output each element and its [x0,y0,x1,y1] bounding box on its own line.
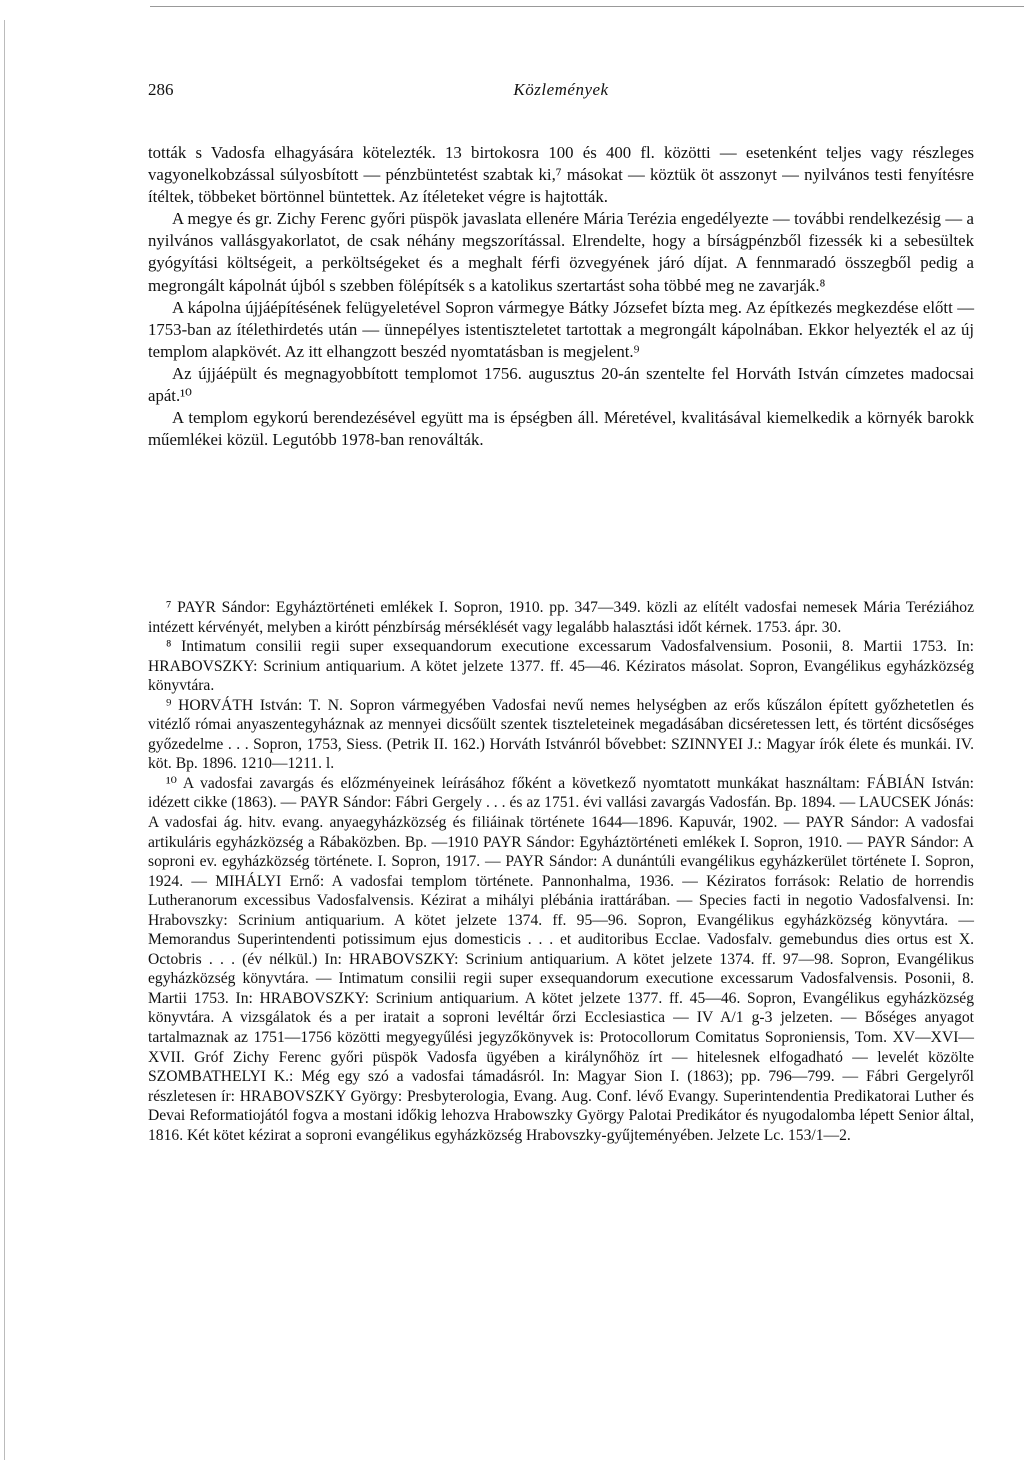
paragraph-2: A megye és gr. Zichy Ferenc győri püspök javaslata ellenére Mária Terézia engedélyezte — további rendelkezésig — a nyilvános vallásgyakorlatot, de csak néhány megszorítással. Elrendelte, hogy a bírságpénzből fizessék ki a sebesültek gyógyítási költségeit, a perköltségeket és a meghalt férfi özvegyének járó díjat. A fennmaradó összegből pedig a megrongált kápolnát újból s szebben fölépítsék s a katolikus szertartást soha többé meg ne zavarják.⁸ [148,209,974,295]
running-title: Közlemények [513,80,609,99]
footnote-9: ⁹ HORVÁTH István: T. N. Sopron vármegyében Vadosfai nevű nemes helységben az erős kűszálon épített győzhetetlen és vitézlő római anyaszentegyháznak az mennyei dicsőült szentek tiszteleteinek megadásában dicséretessen lett, és történt dicsőséges győzedelme . . . Sopron, 1753, Siess. (Petrik II. 162.) Horváth Istvánról bővebbet: SZINNYEI J.: Magyar írók élete és munkái. IV. köt. Bp. 1896. 1210—1211. l. [148,696,974,773]
paragraph-1: tották s Vadosfa elhagyására kötelezték. 13 birtokosra 100 és 400 fl. közötti — esetenként teljes vagy részleges vagyonelkobzással súlyosbított — pénzbüntetést szabtak ki,⁷ másokat — köztük öt asszonyt — nyilvános testi fenyítésre ítéltek, többeket börtönnel büntettek. Az ítéleteket végre is hajtották. [148,143,974,207]
scan-edge-left [4,20,5,1460]
page-number: 286 [148,80,174,99]
paragraph-3: A kápolna újjáépítésének felügyeletével Sopron vármegye Bátky Józsefet bízta meg. Az építkezés megkezdése előtt — 1753-ban az ítélethirdetés után — ünnepélyes istentiszteletet tartottak a megrongált kápolnában. Ekkor helyezték el az új templom alapkövét. Az itt elhangzott beszéd nyomtatásban is megjelent.⁹ [148,297,974,361]
footnote-10: ¹⁰ A vadosfai zavargás és előzményeinek leírásához főként a következő nyomtatott munkákat használtam: FÁBIÁN István: idézett cikke (1863). — PAYR Sándor: Fábri Gergely . . . és az 1751. évi vallási zavargás Vadosfán. Bp. 1894. — LAUCSEK Jónás: A vadosfai ág. hitv. evang. anyaegyházközség és filiáinak története 1644—1896. Kapuvár, 1902. — PAYR Sándor: A vadosfai artikuláris egyházközség a Rábaközben. Bp. —1910 PAYR Sándor: Egyháztörténeti emlékek I. Sopron, 1910. — PAYR Sándor: A soproni ev. egyházközség története. I. Sopron, 1917. — PAYR Sándor: A dunántúli evangélikus egyházkerület története I. Sopron, 1924. — MIHÁLYI Ernő: A vadosfai templom története. Pannonhalma, 1936. — Kéziratos források: Relatio de horrendis Lutheranorum excessibus Vadosfalvensis. Kézirat a mihályi plébánia irattárában. — Species facti in negotio Vadosfalvensi. In: Hrabovszky: Scrinium antiquarium. A kötet jelzete 1374. ff. 95—96. Sopron, Evangélikus egyházközség könyvtára. — Memorandus Superintendenti potissimum ejus domesticis . . . et auditoribus Ecclae. Vadosfalv. gemebundus dies ortus est X. Octobris . . . (év nélkül.) In: HRABOVSZKY: Scrinium antiquarium. A kötet jelzete 1374. ff. 97—98. Sopron, Evangélikus egyházközség könyvtára. — Intimatum consilii regii super exsequandorum executione excessarum Vadosfalvensis. Posonii, 8. Martii 1753. In: HRABOVSZKY: Scrinium antiquarium. A kötet jelzete 1377. ff. 45—46. Sopron, Evangélikus egyházközség könyvtára. A vizsgálatok és a per iratait a soproni levéltár őrzi Ecclesiastica — IV A/1 g-3 jelzeten. — Bőséges anyagot tartalmaznak az 1751—1756 közötti megyegyűlési jegyzőkönyvek is: Protocollorum Comitatus Soproniensis, Tom. XV—XVI—XVII. Gróf Zichy Ferenc győri püspök Vadosfa ügyében a királynőhöz írt — hitelesnek elfogadható — levelét közölte SZOMBATHELYI K.: Még egy szó a vadosfai támadásról. In: Magyar Sion I. (1863); pp. 796—799. — Fábri Gergelyről részletesen ír: HRABOVSZKY György: Presbyterologia, Evang. Aug. Conf. lévő Evangy. Superintendentia Predikatorai Luther és Devai Reformatiojától fogva a mostani időkig lehozva Hrabowszky György Palotai Predikátor és nyugodalomba lépett Senior által, 1816. Két kötet kézirat a soproni evangélikus egyházközség Hrabovszky-gyűjteményében. Jelzete Lc. 153/1—2. [148,774,974,1144]
paragraph-4: Az újjáépült és megnagyobbított templomot 1756. augusztus 20-án szentelte fel Horváth István címzetes madocsai apát.¹⁰ [148,363,974,406]
paragraph-5: A templom egykorú berendezésével együtt ma is épségben áll. Méretével, kvalitásával kiemelkedik a környék barokk műemlékei közül. Legutóbb 1978-ban renoválták. [148,408,974,450]
footnotes [148,598,974,1145]
footnote-7: ⁷ PAYR Sándor: Egyháztörténeti emlékek I. Sopron, 1910. pp. 347—349. közli az elítélt vadosfai nemesek Mária Teréziához intézett kérvényét, melyben a kirótt pénzbírság mérséklését vagy legalább halasztási időt kérnek. 1753. ápr. 30. [148,599,974,636]
page-header [148,80,974,104]
body-text [148,142,974,451]
footnote-8: ⁸ Intimatum consilii regii super exsequandorum executione excessarum Vadosfalvensium. Posonii, 8. Martii 1753. In: HRABOVSZKY: Scrinium antiquarium. A kötet jelzete 1377. ff. 45—46. Kéziratos másolat. Sopron, Evangélikus egyházközség könyvtára. [148,638,974,695]
scan-edge-top [150,6,1024,7]
